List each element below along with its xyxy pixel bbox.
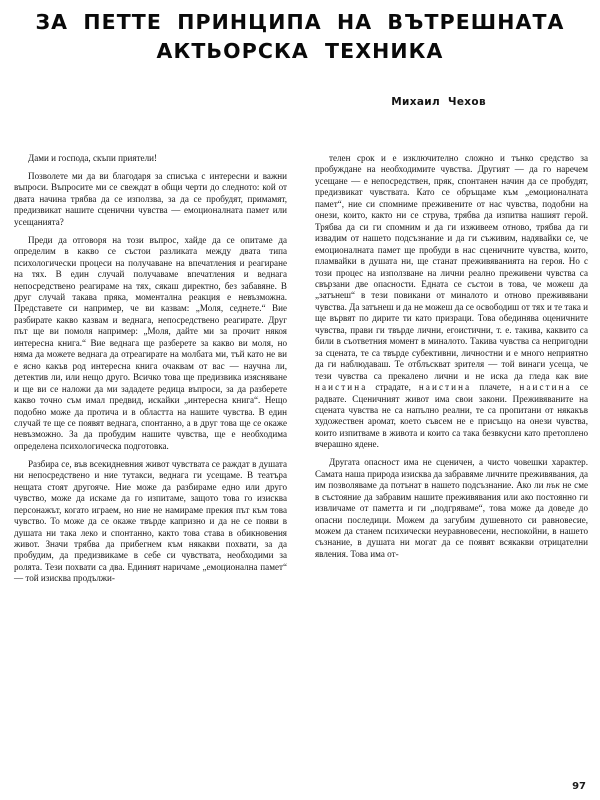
page-title-line-2: АКТЬОРСКА ТЕХНИКА xyxy=(156,39,444,64)
page-title-line-1: ЗА ПЕТТЕ ПРИНЦИПА НА ВЪТРЕШНАТА xyxy=(35,10,565,34)
masthead xyxy=(0,0,600,110)
body-paragraph: телен срок и е изключително сложно и тънко средство за пробуждане на необходимите чувства. Другият — да го наречем усещане — е непосредствен, пряк, спонтанен начин да се пробудят, предизвикат чувствата. Като се обръщаме към „емоционалната памет“, ние си спомниме преживените от нас чувства, подобни на онези, които, както ни се струва, трябва да изпитва нашият герой. Трябва да си ги спомним и да ги изживеем отново, трябва да ги извадим от нашето подсъзнание и да ги съживим, надявайки се, че емоционалната памет ще пробуди в нас сценичните чувства, които, пламвайки в душата ни, ще станат преживяванията на героя. Но с този процес на използване на лични реално преживени чувства са свързани две опасности. Едната се състои в това, че можеш да „затънеш“ в тези повикани от миналото и отново преживявани чувства. Да затънеш и да не можеш да се освободиш от тях и те така и ще вървят по дирите ти като призраци. Това обединява оценичните чувства, прави ги твърде лични, егоистични, т. е. такива, каквито са били в съответния момент в миналото. Такива чувства са непригодни за сцената, те са твърде субективни, личностни и е много неприятно да ги наблюдаваш. Те отблъскват зрителя — той винаги усеща, че тези чувства са прекалено лични и не иска да гледа как вие наистина страдате, наистина плачете, наистина се радвате. Сценичният живот има свои закони. Преживяваните на сцената чувства не са напълно реални, те са пропитани от някакъв художествен аромат, което съвсем не е присъщо на онези чувства, които изпитваме в живота и които са така безвкусни като претоплено вчерашно ядене. xyxy=(315,153,588,450)
body-paragraph: Другата опасност има не сценичен, а чисто човешки характер. Самата наша природа изисква да забравяме личните преживявания, да им позволяваме да потънат в нашето подсъзнание. Ако ли пък не сме в състояние да забравим нашите преживявания или ако постоянно ги извличаме от паметта и ги „подгряваме“, това може да доведе до опасни последици. Можем да загубим душевното си равновесие, можем да станем психически неуравновесени, неспокойни, в нашето съзнание, в душата ни могат да се появят всякакви отрицателни явления. Това има от- xyxy=(315,457,588,559)
text-column-left xyxy=(14,153,287,773)
body-columns xyxy=(14,153,588,773)
author-byline: Михаил Чехов xyxy=(391,96,486,109)
body-paragraph: Преди да отговоря на този въпрос, хайде да се опитаме да определим в какво се състои разликата между двата типа психологически процеси на получаване на впечатления и реагиране на тях. В един случай получаваме впечатления и веднага непосредствено реагираме на тях, сякаш директно, без забавяне. В друг случай такава пряка, моментална реакция е невъзможна. Представете си например, че ви казвам: „Моля, седнете.“ Вие разбирате какво казвам и веднага, непосредствено реагирате. Друг път ще ви помоля например: „Моля, дайте ми за прочит някоя интересна книга.“ Вие веднага ще разберете за какво ви моля, но няма да можете веднага да отреагирате на молбата ми, тъй като не ви е ясно какъв род интересна книга очаквам от вас — научна ли, детектив ли, или нещо друго. Всичко това ще предизвика изясняване и ще ви се наложи да ми зададете редица въпроси, за да разберете какво точно съм имал предвид, искайки „интересна книга“. Нещо подобно може да протича и в областта на нашите чувства. В един случай те ще се появят веднага, спонтанно, а в друг това ще се окаже невъзможно. За да пробудим нашите чувства, ще е необходима определена психологическа подготовка. xyxy=(14,234,287,451)
body-paragraph: Разбира се, във всекидневния живот чувствата се раждат в душата ни непосредствено и ние тутакси, веднага ги усещаме. В театъра нещата стоят другояче. Ние може да разбираме едно или друго чувство, може да искаме да го изпитаме, защото това го изисква персонажът, когато играем, но ние не намираме прекия път към това чувство. То може да се окаже твърде капризно и да не се появи в душата ни така леко и спонтанно, както това става в обикновения живот. Значи трябва да прибегнем към някакви похвати, за да пробудим, да предизвикаме в себе си чувствата, необходими за ролята. Тези похвати са два. Единият наричаме „емоционална памет“ — той изисква продължи- xyxy=(14,458,287,584)
emphasis-italic: пък xyxy=(546,480,560,491)
emphasis-spaced: наистина xyxy=(519,382,572,393)
emphasis-spaced: наистина xyxy=(418,382,472,393)
page-number: 97 xyxy=(572,781,586,792)
byline-container xyxy=(18,92,582,110)
body-paragraph: Дами и господа, скъпи приятели! xyxy=(28,153,158,163)
emphasis-spaced: наистина xyxy=(315,382,368,393)
body-paragraph: Позволете ми да ви благодаря за списъка с интересни и важни въпроси. Въпросите ми се свеждат в общи черти до следното: кой от двата начина трябва да се използва, за да се пробудят, примамят, предизвикат нашите сценични чувства — емоционалната памет или усещанията? xyxy=(14,170,287,227)
text-column-right xyxy=(315,153,588,773)
